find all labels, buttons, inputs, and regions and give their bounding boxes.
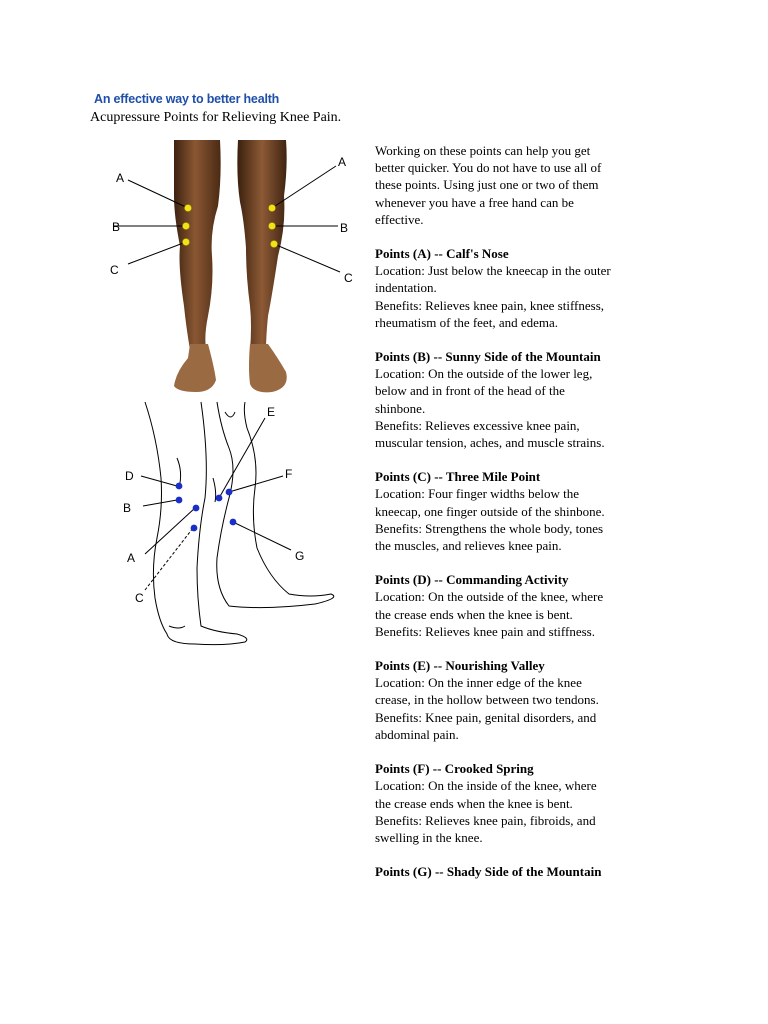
point-c-line: the muscles, and relieves knee pain.	[375, 538, 562, 554]
intro-line: whenever you have a free hand can be	[375, 194, 574, 210]
page-subtitle: Acupressure Points for Relieving Knee Pain.	[90, 110, 342, 125]
point-c-right	[270, 240, 277, 247]
point-d-line: Benefits: Relieves knee pain and stiffness.	[375, 623, 595, 639]
label-c: C	[135, 591, 144, 605]
point-f-line: Benefits: Relieves knee pain, fibroids, and	[375, 812, 596, 828]
point-b-section	[375, 348, 665, 451]
point-e-line: abdominal pain.	[375, 726, 459, 742]
right-leg-outline	[217, 402, 334, 608]
intro-line: Working on these points can help you get	[375, 143, 591, 158]
point-b-line: Benefits: Relieves excessive knee pain,	[375, 417, 580, 433]
point-d-line: the crease ends when the knee is bent.	[375, 606, 573, 622]
label-a-right: A	[338, 155, 347, 169]
article-body	[375, 142, 665, 897]
point-e-line: Benefits: Knee pain, genital disorders, and	[375, 709, 597, 725]
point-e-title: Points (E) -- Nourishing Valley	[375, 658, 545, 674]
intro-paragraph	[375, 142, 665, 228]
point-b-title: Points (B) -- Sunny Side of the Mountain	[375, 349, 601, 365]
point-a-right	[268, 204, 275, 211]
point-b-side	[176, 497, 183, 504]
left-foot-shape	[174, 344, 216, 392]
point-b-right	[268, 222, 275, 229]
label-c-left: C	[110, 263, 119, 277]
label-g: G	[295, 549, 305, 563]
legs-side-illustration	[105, 398, 345, 654]
point-a-line: indentation.	[375, 280, 437, 296]
point-b-line: shinbone.	[375, 400, 426, 416]
point-c-title: Points (C) -- Three Mile Point	[375, 469, 541, 485]
point-f-line: Location: On the inside of the knee, where	[375, 778, 597, 794]
label-d: D	[125, 469, 134, 483]
point-f-section	[375, 760, 665, 846]
point-g	[230, 519, 237, 526]
label-b-left: B	[112, 220, 121, 234]
label-b-right: B	[340, 221, 349, 235]
point-b-line: Location: On the outside of the lower leg,	[375, 366, 593, 382]
point-c-line: Location: Four finger widths below the	[375, 486, 579, 502]
point-c-side	[191, 525, 198, 532]
point-a-line: Benefits: Relieves knee pain, knee stiffness,	[375, 297, 605, 313]
label-a: A	[127, 551, 136, 565]
intro-line: better quicker. You do not have to use all of	[375, 160, 602, 176]
point-c-left	[182, 238, 189, 245]
point-a-title: Points (A) -- Calf's Nose	[375, 246, 509, 262]
right-foot-shape	[249, 344, 287, 392]
label-c-right: C	[344, 271, 353, 285]
point-f	[226, 489, 233, 496]
point-e	[216, 495, 223, 502]
intro-line: effective.	[375, 211, 424, 227]
point-c-line: Benefits: Strengthens the whole body, tones	[375, 520, 604, 536]
point-a-line: Location: Just below the kneecap in the outer	[375, 263, 611, 279]
point-f-line: swelling in the knee.	[375, 829, 483, 845]
point-g-title: Points (G) -- Shady Side of the Mountain	[375, 864, 602, 880]
point-a-line: rheumatism of the feet, and edema.	[375, 314, 559, 330]
point-a-section	[375, 245, 665, 331]
point-d-title: Points (D) -- Commanding Activity	[375, 572, 569, 588]
point-b-line: below and in front of the head of the	[375, 383, 565, 399]
point-e-line: Location: On the inner edge of the knee	[375, 675, 582, 691]
point-d-section	[375, 571, 665, 640]
point-g-section	[375, 863, 665, 880]
point-a-left	[184, 204, 191, 211]
point-d	[176, 483, 183, 490]
left-leg-shape	[174, 140, 221, 350]
brand-tagline: An effective way to better health	[94, 92, 280, 106]
point-d-line: Location: On the outside of the knee, where	[375, 589, 604, 605]
intro-line: these points. Using just one or two of them	[375, 177, 599, 193]
label-f: F	[285, 467, 293, 481]
point-f-line: the crease ends when the knee is bent.	[375, 795, 573, 811]
legs-front-illustration	[100, 136, 370, 398]
right-leg-shape	[237, 140, 286, 350]
label-b: B	[123, 501, 132, 515]
point-e-section	[375, 657, 665, 743]
point-e-line: crease, in the hollow between two tendons.	[375, 692, 599, 708]
point-b-line: muscular tension, aches, and muscle strains.	[375, 435, 605, 451]
point-b-left	[182, 222, 189, 229]
point-a-side	[193, 505, 200, 512]
label-a-left: A	[116, 171, 125, 185]
point-c-section	[375, 468, 665, 554]
label-e: E	[267, 405, 276, 419]
point-f-title: Points (F) -- Crooked Spring	[375, 761, 534, 777]
point-c-line: kneecap, one finger outside of the shinbone.	[375, 503, 605, 519]
